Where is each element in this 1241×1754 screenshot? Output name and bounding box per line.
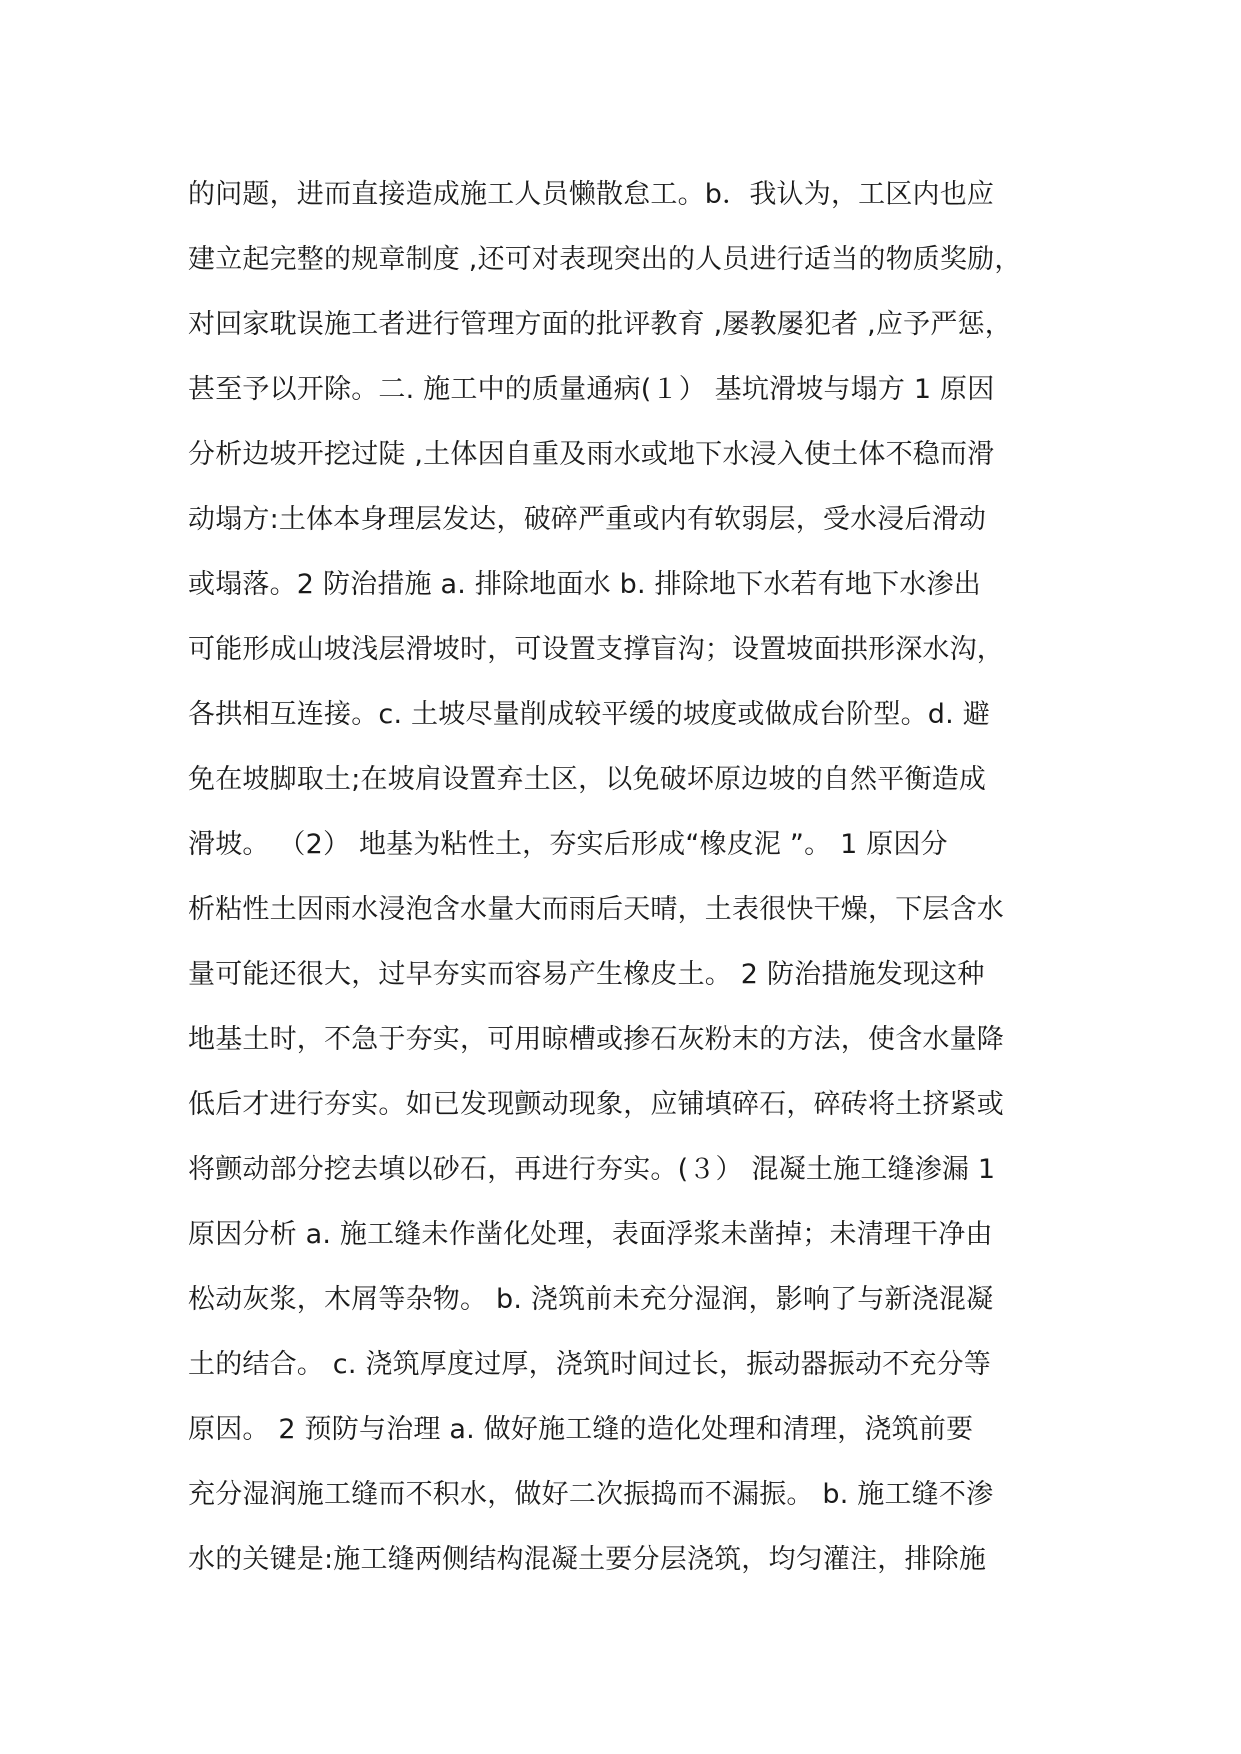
text-line: 析粘性土因雨水浸泡含水量大而雨后天晴，土表很快干燥，下层含水 — [188, 894, 1004, 925]
text-line: 的问题，进而直接造成施工人员懒散怠工。b．我认为，工区内也应 — [188, 179, 995, 210]
body-text — [188, 162, 1108, 1592]
text-line: 或塌落。2 防治措施 a. 排除地面水 b. 排除地下水若有地下水渗出 — [188, 569, 981, 600]
text-line: 量可能还很大，过早夯实而容易产生橡皮土。 2 防治措施发现这种 — [188, 959, 985, 990]
text-line: 原因分析 a. 施工缝未作凿化处理，表面浮浆未凿掉；未清理干净由 — [188, 1219, 993, 1250]
text-line: 对回家耽误施工者进行管理方面的批评教育 ,屡教屡犯者 ,应予严惩， — [188, 309, 1012, 340]
text-line: 动塌方:土体本身理层发达，破碎严重或内有软弱层，受水浸后滑动 — [188, 504, 987, 535]
text-line: 松动灰浆，木屑等杂物。 b. 浇筑前未充分湿润，影响了与新浇混凝 — [188, 1284, 994, 1315]
text-line: 充分湿润施工缝而不积水，做好二次振捣而不漏振。 b. 施工缝不渗 — [188, 1479, 994, 1510]
text-line: 土的结合。 c. 浇筑厚度过厚，浇筑时间过长，振动器振动不充分等 — [188, 1349, 991, 1380]
text-line: 建立起完整的规章制度 ,还可对表现突出的人员进行适当的物质奖励， — [188, 244, 1022, 275]
text-line: 原因。 2 预防与治理 a. 做好施工缝的造化处理和清理，浇筑前要 — [188, 1414, 974, 1445]
text-line: 可能形成山坡浅层滑坡时，可设置支撑盲沟；设置坡面拱形深水沟， — [188, 634, 1004, 665]
text-line: 滑坡。 （2） 地基为粘性土，夯实后形成“橡皮泥 ”。 1 原因分 — [188, 829, 948, 860]
text-line: 地基土时，不急于夯实，可用晾槽或掺石灰粉末的方法，使含水量降 — [188, 1024, 1004, 1055]
text-line: 水的关键是:施工缝两侧结构混凝土要分层浇筑，均匀灌注，排除施 — [188, 1544, 987, 1575]
text-line: 低后才进行夯实。如已发现颤动现象，应铺填碎石，碎砖将土挤紧或 — [188, 1089, 1004, 1120]
text-line: 将颤动部分挖去填以砂石，再进行夯实。(３） 混凝土施工缝渗漏 1 — [188, 1154, 996, 1185]
text-line: 各拱相互连接。c. 土坡尽量削成较平缓的坡度或做成台阶型。d. 避 — [188, 699, 990, 730]
text-line: 分析边坡开挖过陡 ,土体因自重及雨水或地下水浸入使土体不稳而滑 — [188, 439, 995, 470]
text-line: 甚至予以开除。二. 施工中的质量通病(１） 基坑滑坡与塌方 1 原因 — [188, 374, 995, 405]
text-line: 免在坡脚取土;在坡肩设置弃土区，以免破坏原边坡的自然平衡造成 — [188, 764, 987, 795]
